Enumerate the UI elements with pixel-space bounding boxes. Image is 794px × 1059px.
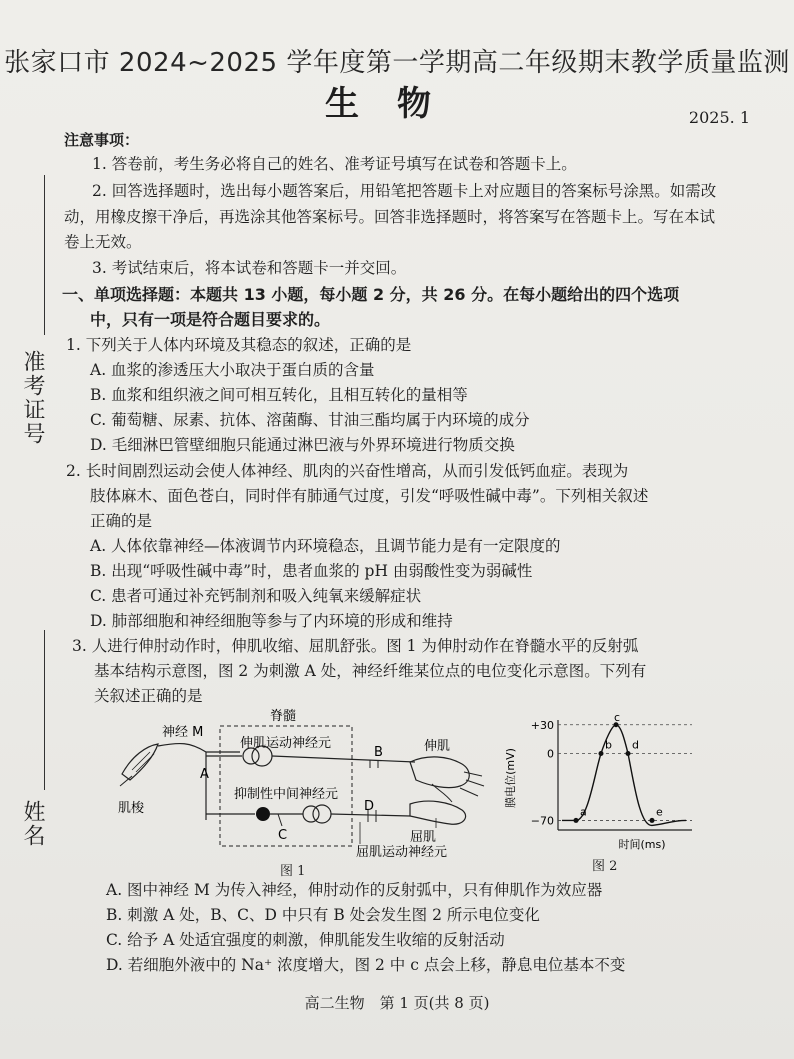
point-label-d: d [632, 738, 639, 752]
question-2-stem-cont: 肢体麻木、面色苍白，同时伴有肺通气过度，引发“呼吸性碱中毒”。下列相关叙述 [90, 487, 649, 505]
label-point-b: B [374, 745, 383, 760]
exam-title: 张家口市 2024~2025 学年度第一学期高二年级期末教学质量监测 [4, 48, 790, 78]
page-footer: 高二生物 第 1 页(共 8 页) [304, 994, 490, 1012]
section-heading: 一、单项选择题：本题共 13 小题，每小题 2 分，共 26 分。在每小题给出的四个选项 [62, 285, 680, 304]
y-tick-label: 0 [547, 747, 554, 761]
question-2-stem-cont: 正确的是 [90, 512, 153, 530]
exam-id-label: 准考证号 [20, 350, 45, 446]
label-muscle-spindle: 肌梭 [118, 801, 145, 816]
figure-2-potential-chart [500, 712, 700, 852]
exam-id-line [44, 175, 45, 335]
label-point-c: C [278, 828, 288, 843]
question-2-option-a: A. 人体依靠神经—体液调节内环境稳态，且调节能力是有一定限度的 [90, 537, 561, 555]
notes-item: 2. 回答选择题时，选出每小题答案后，用铅笔把答题卡上对应题目的答案标号涂黑。如需改 [92, 182, 717, 200]
name-label: 姓名 [20, 800, 45, 848]
data-point-b [599, 751, 604, 756]
notes-item: 3. 考试结束后，将本试卷和答题卡一并交回。 [92, 259, 407, 277]
question-3-option-a: A. 图中神经 M 为传入神经，伸肘动作的反射弧中，只有伸肌作为效应器 [106, 881, 603, 899]
label-point-a: A [200, 767, 209, 782]
data-point-e [650, 818, 655, 823]
label-flexor: 屈肌 [410, 830, 437, 845]
question-3-option-c: C. 给予 A 处适宜强度的刺激，伸肌能发生收缩的反射活动 [106, 931, 505, 949]
question-2-stem: 2. 长时间剧烈运动会使人体神经、肌肉的兴奋性增高，从而引发低钙血症。表现为 [66, 462, 629, 480]
question-3-stem-cont: 基本结构示意图，图 2 为刺激 A 处，神经纤维某位点的电位变化示意图。下列有 [94, 662, 647, 680]
y-tick-label: +30 [530, 718, 554, 732]
label-flexor-motor-neuron: 屈肌运动神经元 [356, 845, 448, 860]
exam-date: 2025. 1 [688, 108, 750, 127]
section-heading-cont: 中，只有一项是符合题目要求的。 [90, 310, 331, 329]
point-label-a: a [580, 805, 587, 819]
notes-item: 1. 答卷前，考生务必将自己的姓名、准考证号填写在试卷和答题卡上。 [92, 155, 577, 173]
label-extensor: 伸肌 [424, 739, 451, 754]
notes-title: 注意事项： [64, 131, 140, 149]
question-1-option-d: D. 毛细淋巴管壁细胞只能通过淋巴液与外界环境进行物质交换 [90, 436, 515, 454]
y-axis-label: 膜电位(mV) [504, 748, 517, 808]
point-label-b: b [605, 738, 612, 752]
label-nerve-m: 神经 M [162, 725, 204, 740]
x-axis-label: 时间(ms) [618, 838, 666, 851]
label-spinal-cord: 脊髓 [270, 709, 297, 724]
name-line [44, 630, 45, 790]
figure-2-caption: 图 2 [592, 859, 618, 874]
figure-1-reflex-arc [110, 706, 490, 876]
question-3-stem-cont: 关叙述正确的是 [94, 687, 203, 705]
question-2-option-c: C. 患者可通过补充钙制剂和吸入纯氧来缓解症状 [90, 587, 422, 605]
label-extensor-motor-neuron: 伸肌运动神经元 [240, 736, 332, 751]
question-3-stem: 3. 人进行伸肘动作时，伸肌收缩、屈肌舒张。图 1 为伸肘动作在脊髓水平的反射弧 [72, 637, 639, 655]
question-1-stem: 1. 下列关于人体内环境及其稳态的叙述，正确的是 [66, 336, 412, 354]
question-1-option-c: C. 葡萄糖、尿素、抗体、溶菌酶、甘油三酯均属于内环境的成分 [90, 411, 530, 429]
subject-title: 生物 [325, 84, 469, 124]
question-1-option-a: A. 血浆的渗透压大小取决于蛋白质的含量 [90, 361, 375, 379]
question-3-option-d: D. 若细胞外液中的 Na⁺ 浓度增大，图 2 中 c 点会上移，静息电位基本不变 [106, 956, 626, 974]
point-label-c: c [614, 712, 621, 724]
notes-item: 卷上无效。 [64, 233, 142, 251]
label-point-d: D [364, 799, 375, 814]
figure-1-caption: 图 1 [280, 864, 306, 879]
question-3-option-b: B. 刺激 A 处，B、C、D 中只有 B 处会发生图 2 所示电位变化 [106, 906, 540, 924]
question-2-option-d: D. 肺部细胞和神经细胞等参与了内环境的形成和维持 [90, 612, 453, 630]
question-1-option-b: B. 血浆和组织液之间可相互转化，且相互转化的量相等 [90, 386, 468, 404]
data-point-d [626, 751, 631, 756]
y-tick-label: −70 [530, 814, 554, 828]
label-inhibitory-interneuron: 抑制性中间神经元 [234, 787, 339, 802]
data-point-a [574, 818, 579, 823]
question-2-option-b: B. 出现“呼吸性碱中毒”时，患者血浆的 pH 由弱酸性变为弱碱性 [90, 562, 533, 580]
notes-item: 动，用橡皮擦干净后，再选涂其他答案标号。回答非选择题时，将答案写在答题卡上。写在本试 [64, 208, 716, 226]
point-label-e: e [656, 805, 663, 819]
